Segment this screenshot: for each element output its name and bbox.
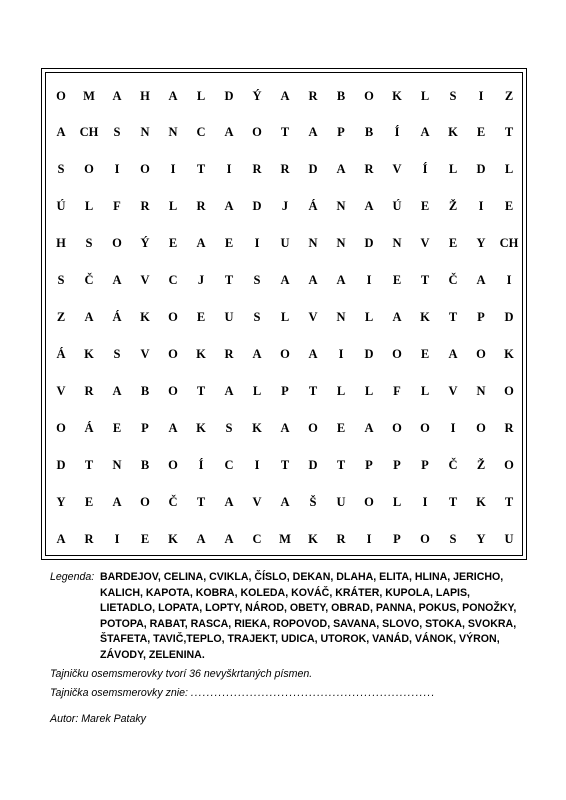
grid-letter[interactable]: V <box>420 236 430 250</box>
grid-letter[interactable]: K <box>196 347 206 361</box>
grid-letter[interactable]: K <box>196 421 206 435</box>
grid-letter[interactable]: A <box>280 421 290 435</box>
grid-letter[interactable]: I <box>422 495 428 509</box>
grid-row <box>46 233 522 253</box>
grid-letter[interactable]: T <box>280 125 290 139</box>
grid-row <box>46 159 522 179</box>
grid-letter[interactable]: A <box>280 495 290 509</box>
grid-letter[interactable]: L <box>364 310 374 324</box>
grid-letter[interactable]: P <box>477 310 485 324</box>
secret-info <box>50 668 312 680</box>
grid-letter[interactable]: Y <box>56 495 66 509</box>
grid-letter[interactable]: CH <box>79 125 99 139</box>
grid-letter[interactable]: I <box>254 458 260 472</box>
grid-letter[interactable]: A <box>364 199 374 213</box>
grid-letter[interactable]: Č <box>448 458 458 472</box>
grid-letter[interactable]: M <box>83 89 95 103</box>
grid-letter[interactable]: N <box>476 384 486 398</box>
grid-letter[interactable]: O <box>140 162 150 176</box>
grid-letter[interactable]: R <box>504 421 514 435</box>
grid-letter[interactable]: B <box>364 125 374 139</box>
grid-letter[interactable]: A <box>308 273 318 287</box>
grid-letter[interactable]: I <box>114 532 120 546</box>
grid-letter[interactable]: U <box>280 236 290 250</box>
grid-letter[interactable]: E <box>84 495 94 509</box>
grid-letter[interactable]: H <box>140 89 150 103</box>
grid-letter[interactable]: V <box>140 273 150 287</box>
grid-letter[interactable]: I <box>478 199 484 213</box>
grid-letter[interactable]: L <box>280 310 290 324</box>
grid-letter[interactable]: K <box>252 421 262 435</box>
grid-letter[interactable]: R <box>252 162 262 176</box>
grid-letter[interactable]: S <box>449 89 457 103</box>
grid-letter[interactable]: A <box>168 421 178 435</box>
grid-letter[interactable]: A <box>224 199 234 213</box>
grid-letter[interactable]: Z <box>56 310 66 324</box>
grid-letter[interactable]: T <box>308 384 318 398</box>
grid-letter[interactable]: C <box>168 273 178 287</box>
legend-word-list: BARDEJOV, CELINA, CVIKLA, ČÍSLO, DEKAN, DLAHA, ELITA, HLINA, JERICHO, KALICH, KAPOTA, KOBRA, KOLEDA, KOVÁČ, KRÁTER, KUPOLA, LAPIS, LIETADLO, LOPATA, LOPTY, NÁROD, OBETY, OBRAD, PANNA, POKUS, PONOŽKY, POTOPA, RABAT, RASCA, RIEKA, ROPOVOD, SAVANA, SLOVO, STOKA, SVOKRA, ŠTAFETA, TAVIČ,TEPLO, TRAJEKT, UDICA, UTOROK, VANÁD, VÁNOK, VÝRON, ZÁVODY, ZELENINA. <box>100 571 517 661</box>
grid-letter[interactable]: E <box>504 199 514 213</box>
grid-letter[interactable]: L <box>336 384 346 398</box>
grid-letter[interactable]: CH <box>499 236 519 250</box>
grid-letter[interactable]: T <box>504 125 514 139</box>
grid-letter[interactable]: A <box>476 273 486 287</box>
grid-row <box>46 344 522 364</box>
grid-letter[interactable]: O <box>392 421 402 435</box>
puzzle-frame <box>41 68 527 560</box>
grid-letter[interactable]: Ž <box>476 458 486 472</box>
grid-letter[interactable]: D <box>308 162 318 176</box>
grid-letter[interactable]: A <box>224 532 234 546</box>
author: Autor: Marek Pataky <box>50 713 146 725</box>
legend-label: Legenda: <box>50 571 95 583</box>
grid-letter[interactable]: O <box>84 162 94 176</box>
grid-letter[interactable]: I <box>114 162 120 176</box>
grid-letter[interactable]: S <box>449 532 457 546</box>
secret-label: Tajnička osemsmerovky znie: <box>50 687 188 699</box>
grid-letter[interactable]: L <box>420 89 430 103</box>
grid-letter[interactable]: A <box>308 347 318 361</box>
grid-letter[interactable]: N <box>336 236 346 250</box>
grid-letter[interactable]: A <box>420 125 430 139</box>
grid-letter[interactable]: S <box>57 162 65 176</box>
grid-letter[interactable]: T <box>504 495 514 509</box>
grid-letter[interactable]: N <box>336 310 346 324</box>
secret-info-suffix: nevyškrtaných písmen. <box>200 668 313 680</box>
grid-letter[interactable]: Í <box>422 162 428 176</box>
grid-letter[interactable]: Á <box>56 347 66 361</box>
grid-letter[interactable]: O <box>168 458 178 472</box>
grid-letter[interactable]: K <box>420 310 430 324</box>
grid-letter[interactable]: V <box>252 495 262 509</box>
grid-letter[interactable]: Í <box>198 458 204 472</box>
grid-letter[interactable]: N <box>308 236 318 250</box>
grid-letter[interactable]: D <box>364 347 374 361</box>
grid-letter[interactable]: A <box>336 273 346 287</box>
grid-letter[interactable]: Y <box>476 236 486 250</box>
grid-letter[interactable]: R <box>364 162 374 176</box>
grid-letter[interactable]: R <box>336 532 346 546</box>
grid-letter[interactable]: Á <box>112 310 122 324</box>
grid-letter[interactable]: T <box>448 310 458 324</box>
grid-letter[interactable]: D <box>224 89 234 103</box>
grid-letter[interactable]: A <box>308 125 318 139</box>
grid-letter[interactable]: A <box>280 273 290 287</box>
grid-letter[interactable]: O <box>392 347 402 361</box>
grid-letter[interactable]: V <box>56 384 66 398</box>
grid-letter[interactable]: A <box>56 125 66 139</box>
grid-letter[interactable]: I <box>170 162 176 176</box>
grid-letter[interactable]: I <box>450 421 456 435</box>
grid-letter[interactable]: E <box>112 421 122 435</box>
secret-count: 36 <box>189 668 201 680</box>
grid-letter[interactable]: I <box>366 273 372 287</box>
grid-letter[interactable]: V <box>448 384 458 398</box>
grid-letter[interactable]: A <box>336 162 346 176</box>
grid-letter[interactable]: A <box>224 384 234 398</box>
grid-letter[interactable]: Z <box>504 89 514 103</box>
grid-letter[interactable]: O <box>476 421 486 435</box>
grid-letter[interactable]: O <box>140 495 150 509</box>
grid-letter[interactable]: E <box>420 199 430 213</box>
grid-letter[interactable]: I <box>254 236 260 250</box>
grid-letter[interactable]: O <box>168 347 178 361</box>
grid-letter[interactable]: U <box>504 532 514 546</box>
grid-letter[interactable]: O <box>56 421 66 435</box>
grid-letter[interactable]: P <box>421 458 429 472</box>
grid-letter[interactable]: P <box>393 532 401 546</box>
grid-letter[interactable]: O <box>364 89 374 103</box>
grid-letter[interactable]: D <box>504 310 514 324</box>
grid-letter[interactable]: A <box>112 384 122 398</box>
grid-letter[interactable]: L <box>504 162 514 176</box>
grid-letter[interactable]: A <box>112 273 122 287</box>
grid-letter[interactable]: D <box>364 236 374 250</box>
grid-letter[interactable]: J <box>197 273 205 287</box>
grid-letter[interactable]: S <box>225 421 233 435</box>
grid-letter[interactable]: B <box>336 89 346 103</box>
grid-letter[interactable]: D <box>476 162 486 176</box>
grid-letter[interactable]: T <box>196 495 206 509</box>
grid-letter[interactable]: P <box>365 458 373 472</box>
grid-letter[interactable]: C <box>252 532 262 546</box>
grid-letter[interactable]: Á <box>308 199 318 213</box>
grid-letter[interactable]: O <box>476 347 486 361</box>
grid-letter[interactable]: T <box>84 458 94 472</box>
grid-row <box>46 122 522 142</box>
grid-letter[interactable]: L <box>168 199 178 213</box>
grid-letter[interactable]: I <box>226 162 232 176</box>
grid-row <box>46 381 522 401</box>
grid-letter[interactable]: F <box>393 384 401 398</box>
grid-letter[interactable]: O <box>364 495 374 509</box>
grid-row <box>46 196 522 216</box>
grid-row <box>46 86 522 106</box>
grid-letter[interactable]: S <box>113 125 121 139</box>
grid-letter[interactable]: E <box>392 273 402 287</box>
grid-letter[interactable]: Č <box>448 273 458 287</box>
grid-letter[interactable]: M <box>279 532 291 546</box>
grid-letter[interactable]: O <box>56 89 66 103</box>
secret-info-prefix: Tajničku osemsmerovky tvorí <box>50 668 190 680</box>
grid-letter[interactable]: R <box>84 384 94 398</box>
grid-letter[interactable]: V <box>140 347 150 361</box>
grid-letter[interactable]: V <box>392 162 402 176</box>
grid-letter[interactable]: P <box>141 421 149 435</box>
grid-letter[interactable]: U <box>224 310 234 324</box>
grid-letter[interactable]: K <box>392 89 402 103</box>
grid-letter[interactable]: D <box>252 199 262 213</box>
grid-letter[interactable]: V <box>308 310 318 324</box>
grid-letter[interactable]: O <box>168 310 178 324</box>
grid-letter[interactable]: F <box>113 199 121 213</box>
grid-letter[interactable]: E <box>224 236 234 250</box>
secret-answer-line <box>50 687 435 699</box>
grid-letter[interactable]: O <box>420 532 430 546</box>
grid-letter[interactable]: R <box>280 162 290 176</box>
grid-letter[interactable]: N <box>168 125 178 139</box>
grid-letter[interactable]: H <box>56 236 66 250</box>
grid-letter[interactable]: Ý <box>252 89 262 103</box>
grid-letter[interactable]: L <box>252 384 262 398</box>
grid-letter[interactable]: A <box>112 89 122 103</box>
grid-letter[interactable]: T <box>448 495 458 509</box>
grid-letter[interactable]: E <box>140 532 150 546</box>
grid-letter[interactable]: N <box>140 125 150 139</box>
grid-letter[interactable]: O <box>504 384 514 398</box>
secret-blank[interactable]: .............................................................. <box>190 687 436 699</box>
grid-letter[interactable]: A <box>224 125 234 139</box>
grid-letter[interactable]: C <box>224 458 234 472</box>
grid-letter[interactable]: S <box>253 273 261 287</box>
grid-row <box>46 307 522 327</box>
grid-letter[interactable]: R <box>308 89 318 103</box>
grid-letter[interactable]: S <box>253 310 261 324</box>
grid-letter[interactable]: E <box>336 421 346 435</box>
grid-letter[interactable]: E <box>448 236 458 250</box>
grid-letter[interactable]: S <box>57 273 65 287</box>
grid-letter[interactable]: O <box>112 236 122 250</box>
grid-letter[interactable]: U <box>336 495 346 509</box>
grid-letter[interactable]: O <box>420 421 430 435</box>
grid-letter[interactable]: T <box>336 458 346 472</box>
grid-letter[interactable]: A <box>224 495 234 509</box>
grid-letter[interactable]: A <box>392 310 402 324</box>
grid-letter[interactable]: A <box>280 89 290 103</box>
grid-letter[interactable]: O <box>168 384 178 398</box>
grid-letter[interactable]: Ú <box>56 199 66 213</box>
grid-letter[interactable]: L <box>420 384 430 398</box>
grid-letter[interactable]: K <box>504 347 514 361</box>
grid-letter[interactable]: D <box>308 458 318 472</box>
grid-letter[interactable]: T <box>196 384 206 398</box>
grid-letter[interactable]: T <box>224 273 234 287</box>
grid-letter[interactable]: Á <box>84 421 94 435</box>
grid-letter[interactable]: Ý <box>140 236 150 250</box>
grid-letter[interactable]: S <box>113 347 121 361</box>
grid-letter[interactable]: R <box>140 199 150 213</box>
grid-letter[interactable]: A <box>56 532 66 546</box>
grid-letter[interactable]: A <box>196 236 206 250</box>
grid-letter[interactable]: A <box>196 532 206 546</box>
grid-letter[interactable]: L <box>364 384 374 398</box>
grid-letter[interactable]: T <box>196 162 206 176</box>
grid-letter[interactable]: I <box>506 273 512 287</box>
grid-letter[interactable]: C <box>196 125 206 139</box>
grid-letter[interactable]: K <box>140 310 150 324</box>
grid-letter[interactable]: O <box>308 421 318 435</box>
grid-letter[interactable]: A <box>112 495 122 509</box>
grid-letter[interactable]: A <box>448 347 458 361</box>
grid-letter[interactable]: E <box>196 310 206 324</box>
grid-letter[interactable]: S <box>85 236 93 250</box>
grid-letter[interactable]: Č <box>84 273 94 287</box>
grid-letter[interactable]: I <box>338 347 344 361</box>
grid-letter[interactable]: K <box>84 347 94 361</box>
grid-letter[interactable]: O <box>280 347 290 361</box>
grid-letter[interactable]: Ú <box>392 199 402 213</box>
grid-letter[interactable]: J <box>281 199 289 213</box>
grid-letter[interactable]: Í <box>394 125 400 139</box>
grid-row <box>46 418 522 438</box>
grid-row <box>46 455 522 475</box>
grid-letter[interactable]: K <box>476 495 486 509</box>
grid-letter[interactable]: A <box>252 347 262 361</box>
grid-letter[interactable]: N <box>112 458 122 472</box>
grid-letter[interactable]: Č <box>168 495 178 509</box>
grid-letter[interactable]: P <box>337 125 345 139</box>
grid-letter[interactable]: K <box>168 532 178 546</box>
grid-letter[interactable]: P <box>393 458 401 472</box>
grid-letter[interactable]: E <box>476 125 486 139</box>
grid-letter[interactable]: Š <box>309 495 317 509</box>
grid-row <box>46 270 522 290</box>
grid-letter[interactable]: P <box>281 384 289 398</box>
grid-letter[interactable]: N <box>336 199 346 213</box>
grid-letter[interactable]: R <box>84 532 94 546</box>
grid-letter[interactable]: T <box>280 458 290 472</box>
grid-letter[interactable]: E <box>168 236 178 250</box>
grid-letter[interactable]: R <box>196 199 206 213</box>
grid-letter[interactable]: O <box>252 125 262 139</box>
grid-letter[interactable]: R <box>224 347 234 361</box>
grid-letter[interactable]: T <box>420 273 430 287</box>
grid-letter[interactable]: L <box>84 199 94 213</box>
grid-letter[interactable]: A <box>84 310 94 324</box>
grid-letter[interactable]: A <box>364 421 374 435</box>
grid-letter[interactable]: A <box>168 89 178 103</box>
grid-letter[interactable]: I <box>366 532 372 546</box>
grid-letter[interactable]: O <box>504 458 514 472</box>
grid-letter[interactable]: L <box>196 89 206 103</box>
grid-letter[interactable]: B <box>140 458 150 472</box>
grid-letter[interactable]: K <box>308 532 318 546</box>
grid-letter[interactable]: Y <box>476 532 486 546</box>
grid-row <box>46 492 522 512</box>
grid-letter[interactable]: E <box>420 347 430 361</box>
grid-letter[interactable]: K <box>448 125 458 139</box>
grid-letter[interactable]: L <box>448 162 458 176</box>
grid-letter[interactable]: D <box>56 458 66 472</box>
grid-letter[interactable]: I <box>478 89 484 103</box>
grid-letter[interactable]: N <box>392 236 402 250</box>
grid-letter[interactable]: L <box>392 495 402 509</box>
grid-letter[interactable]: Ž <box>448 199 458 213</box>
grid-letter[interactable]: B <box>140 384 150 398</box>
letter-grid <box>45 72 523 556</box>
grid-row <box>46 529 522 549</box>
